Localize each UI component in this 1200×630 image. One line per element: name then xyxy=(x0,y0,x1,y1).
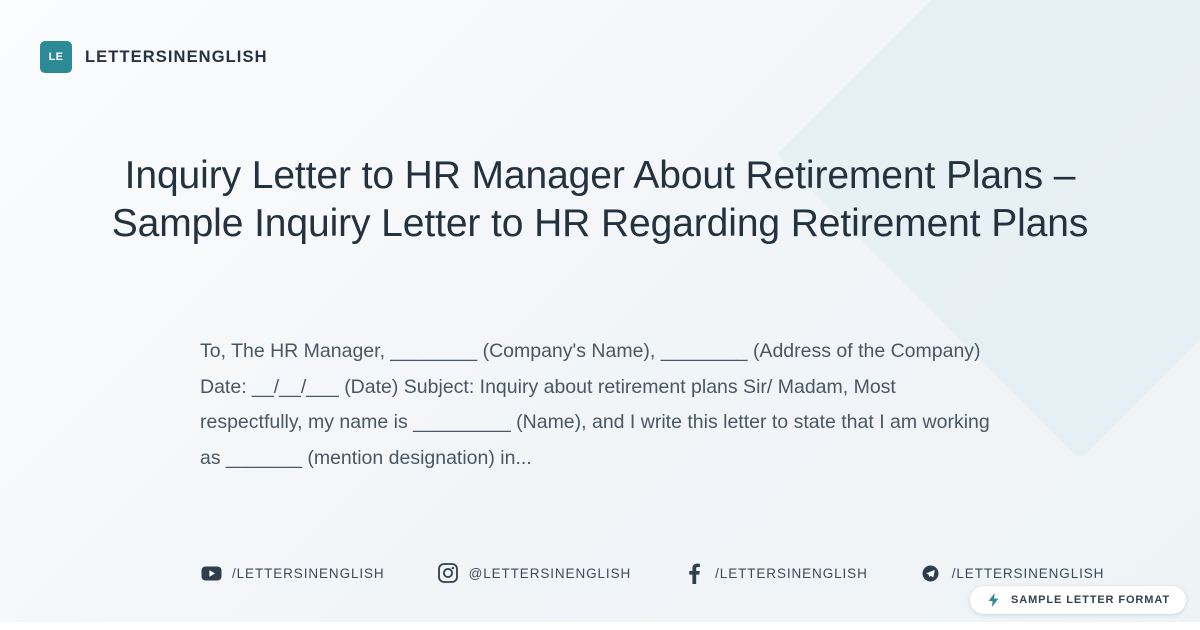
status-badge xyxy=(970,586,1186,614)
page-title: Inquiry Letter to HR Manager About Retirement Plans – Sample Inquiry Letter to HR Regarding Retirement Plans xyxy=(111,154,1089,245)
social-handle: /LETTERSINENGLISH xyxy=(715,565,868,581)
youtube-icon xyxy=(200,562,222,584)
social-link-telegram[interactable] xyxy=(920,562,1105,584)
telegram-icon xyxy=(920,562,942,584)
brand-logo[interactable] xyxy=(40,41,268,73)
social-link-instagram[interactable] xyxy=(437,562,632,584)
bottom-strip xyxy=(0,622,1200,630)
brand-monogram-icon: LE xyxy=(40,41,72,73)
article-excerpt: To, The HR Manager, ________ (Company's Name), ________ (Address of the Company) Date: __/__/___ (Date) Subject: Inquiry about retirement plans Sir/ Madam, Most respectfully, my name is _________ (Name), and I write this letter to state that I am working as _______ (mention designation) in... xyxy=(200,340,990,469)
bolt-icon xyxy=(982,589,1004,611)
instagram-icon xyxy=(437,562,459,584)
social-handle: /LETTERSINENGLISH xyxy=(232,565,385,581)
facebook-icon xyxy=(683,562,705,584)
social-handle: /LETTERSINENGLISH xyxy=(951,565,1105,581)
social-link-youtube[interactable] xyxy=(200,562,385,584)
brand-name: LETTERSINENGLISH xyxy=(85,47,268,66)
social-handle: @LETTERSINENGLISH xyxy=(468,565,632,581)
social-link-facebook[interactable] xyxy=(683,562,868,584)
social-links xyxy=(200,562,1156,584)
badge-label: SAMPLE LETTER FORMAT xyxy=(1011,594,1170,606)
